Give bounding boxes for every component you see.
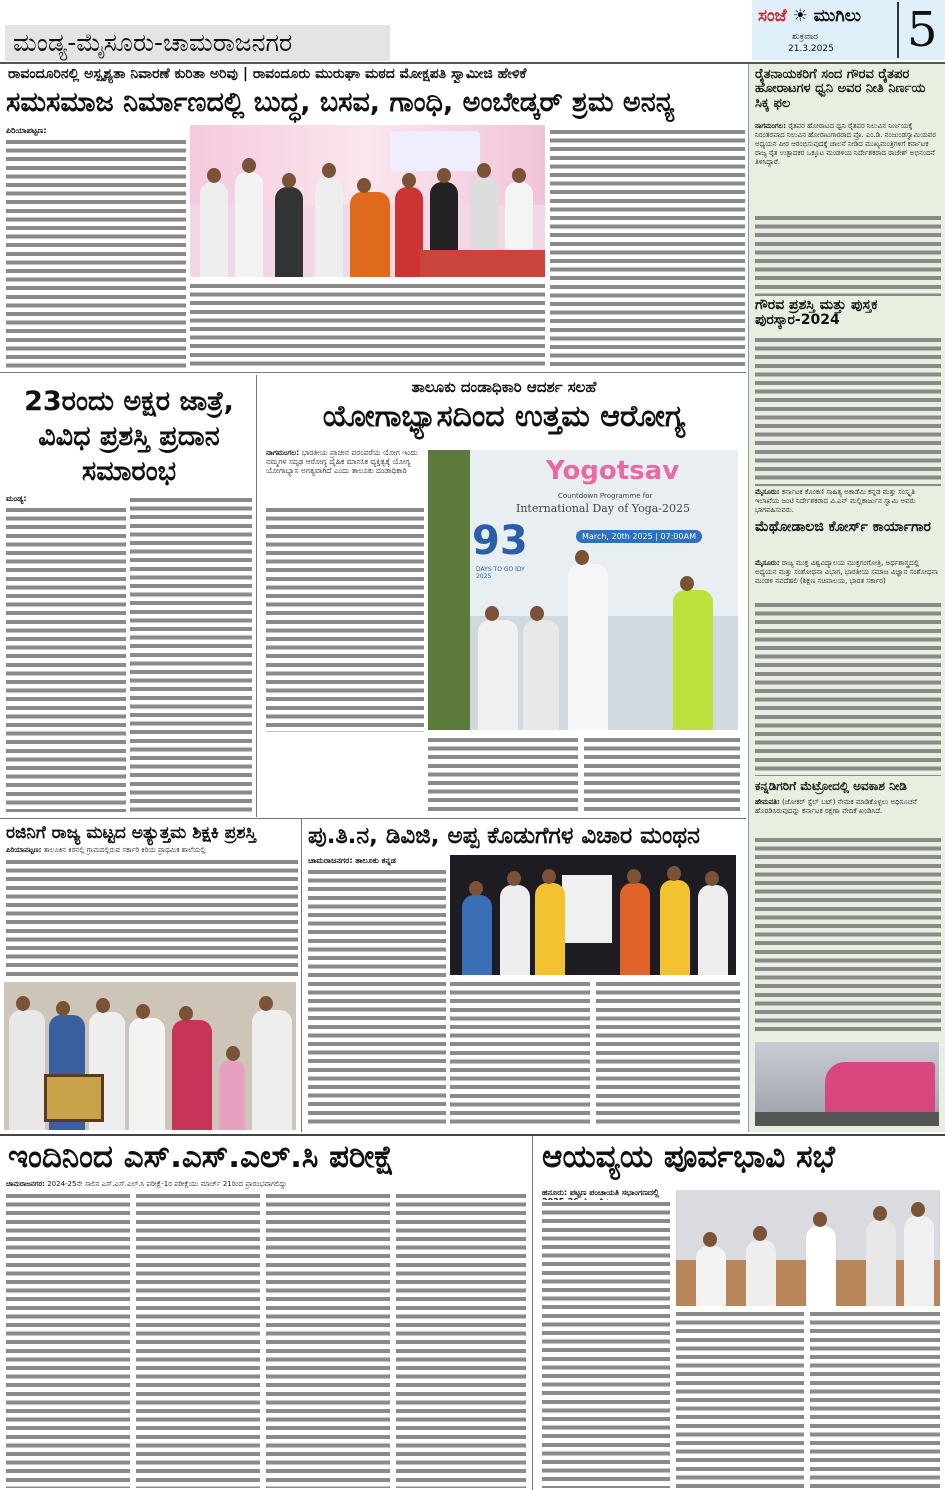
- story2-col1-text: [6, 506, 126, 812]
- story4-photo: [4, 982, 296, 1130]
- person: [275, 187, 303, 277]
- brief-3-text-lines: [755, 601, 941, 776]
- seated-guest: [523, 620, 559, 730]
- person: [315, 177, 343, 277]
- seated-guest: [478, 620, 518, 730]
- standing-guest: [673, 590, 713, 730]
- person: [395, 187, 423, 277]
- swamiji: [350, 192, 390, 277]
- story4-headline: ರಜಿನಿಗೆ ರಾಜ್ಯ ಮಟ್ಟದ ಅತ್ಯುತ್ತಮ ಶಿಕ್ಷಕಿ ಪ್ರಶಸ್ತಿ: [6, 823, 257, 843]
- story5-lead-text: ತಾಲೂಕು ಕನ್ನಡ: [355, 856, 396, 865]
- story1-kicker: ರಾವಂದೂರಿನಲ್ಲಿ ಅಸ್ಪೃಶ್ಯತಾ ನಿವಾರಣೆ ಕುರಿತಾ ಅರಿವು | ರಾವಂದೂರು ಮುರುಘಾ ಮಠದ ಮೋಕ್ಷಪತಿ ಸ್ವಾಮೀಜಿ ಹೇಳಿಕೆ: [8, 66, 527, 82]
- story2-headline: 23ರಂದು ಅಕ್ಷರ ಜಾತ್ರೆ, ವಿವಿಧ ಪ್ರಶಸ್ತಿ ಪ್ರದಾನ ಸಮಾರಂಭ: [24, 386, 234, 488]
- story1-col1-text: [6, 138, 186, 368]
- person: [500, 885, 530, 975]
- story6-col3-text: [266, 1192, 390, 1488]
- divider: [532, 1136, 533, 1490]
- story7-lead: [542, 1188, 670, 1198]
- brief-3-text: ರಾಜ್ಯ ಮುಕ್ತ ವಿಶ್ವವಿದ್ಯಾಲಯ ಮುಕ್ತಗಂಗೋತ್ರಿ, ಅರ್ಥಶಾಸ್ತ್ರದಲ್ಲಿ ಅಧ್ಯಯನ ಮತ್ತು ಸಂಶೋಧನಾ ವಿಭಾಗ, ಭಾರತೀಯ ಸಮಾಜ ವಿಜ್ಞಾನ ಸಂಶೋಧನಾ ಮಂಡಳಿ ನವದೆಹಲಿ (ಶಿಕ್ಷಣ ಸಚಿವಾಲಯ, ಭಾರತ ಸರ್ಕಾರ): [755, 559, 938, 585]
- brief-2-text-lines: [755, 336, 941, 486]
- person: [535, 883, 565, 975]
- story3-kicker: ತಾಲೂಕು ದಂಡಾಧಿಕಾರಿ ಆದರ್ಶ ಸಲಹೆ: [411, 378, 597, 396]
- story1-col3-text: [550, 128, 745, 368]
- story7-lead-text: ಪಟ್ಟಣ ಪಂಚಾಯತಿ ಸಭಾಂಗಣದಲ್ಲಿ: [569, 1188, 660, 1197]
- brief-1-text: ರೈತಪರ ಹೋರಾಟದ ಧ್ವನಿ ರೈತಪರ ನಿಲುವಿನ ನಿರ್ಣಯಕ್ಕೆ ನಿರಂತರವಾದ ನಿಲುವಿನ ಹೋರಾಟಗಾರರಾದ ಪ್ರೊ. ಎಂ.ಡಿ. ನಂಜುಂಡಸ್ವಾಮಿಯವರ ಅಧ್ಯಯನ ಪೀಠ ಆರಂಭಿಸುವುದಕ್ಕೆ ಚಾಲನೆ ನೀಡಿದ ಮುಖ್ಯಮಂತ್ರಿಗಳಿಗೆ ಕರ್ನಾಟಕ ರಾಜ್ಯ ರೈತ ಉತ್ಪಾದಕರ ಒಕ್ಕೂಟ ಮಂಡಳಿಯ ನಿರ್ದೇಶಕರಾದ ರಾಜೇಶ್ ಅಭಿನಂದನೆ ತಿಳಿಸಿದ್ದಾರೆ.: [755, 122, 936, 166]
- story6-headline: ಇಂದಿನಿಂದ ಎಸ್.ಎಸ್.ಎಲ್.ಸಿ ಪರೀಕ್ಷೆ: [8, 1139, 395, 1175]
- brief-4-text-lines: [755, 836, 941, 1036]
- story3-headline: ಯೋಗಾಭ್ಯಾಸದಿಂದ ಉತ್ತಮ ಆರೋಗ್ಯ: [322, 399, 686, 434]
- trees: [428, 450, 470, 730]
- brand-name: ಸಂಜೆ ☀ ಮುಗಿಲು: [758, 6, 862, 26]
- story3-col3-text: [584, 736, 740, 814]
- story7-col1-text: [542, 1200, 670, 1488]
- metro-train: [825, 1062, 935, 1114]
- issue-day: ಶುಕ್ರವಾರ: [792, 32, 818, 42]
- story6-col4-text: [396, 1192, 526, 1488]
- brief-2-body: [755, 488, 941, 516]
- page-number: 5: [897, 2, 938, 58]
- person: [904, 1216, 934, 1306]
- story1-photo: [190, 125, 545, 277]
- brief-1-dateline: ನಾಗಮಂಗಲ:: [755, 122, 787, 130]
- metro-train-photo: [755, 1042, 939, 1126]
- divider: [0, 1134, 945, 1136]
- story6-col2-text: [136, 1192, 260, 1488]
- child: [219, 1060, 245, 1130]
- story6-lead-text: 2024-25ನೇ ಸಾಲಿನ ಎಸ್.ಎಸ್.ಎಲ್.ಸಿ ಪರೀಕ್ಷೆ-1ರ ಪರೀಕ್ಷೆಯು ಮಾರ್ಚ್ 21ರಿಂದ ಪ್ರಾರಂಭವಾಗಲಿದ್ದು: [47, 1180, 287, 1188]
- brief-3-body: [755, 559, 941, 599]
- banner-title: Yogotsav: [546, 456, 680, 486]
- person: [660, 880, 690, 975]
- story3-lead: [266, 448, 424, 504]
- brief-4-dateline: ಹೇಮವತಿ:: [755, 798, 780, 806]
- person: [620, 883, 650, 975]
- speaker: [568, 564, 608, 730]
- person: [696, 1246, 726, 1306]
- story4-dateline: ಪಿರಿಯಾಪಟ್ಟಣ:: [6, 846, 42, 854]
- award-frame: [44, 1074, 104, 1122]
- table: [420, 250, 545, 277]
- story2-col2-text: [130, 496, 252, 812]
- story5-photo: [450, 855, 736, 975]
- person: [746, 1240, 776, 1306]
- brief-4-body: [755, 798, 941, 834]
- banner-subtitle: Countdown Programme for: [558, 492, 653, 500]
- metro-track: [755, 1112, 939, 1126]
- story1-dateline: ಪಿರಿಯಾಪಟ್ಟಣ:: [6, 126, 186, 136]
- story7-col3-text: [810, 1310, 940, 1488]
- divider: [301, 818, 302, 1132]
- banner-portraits: [390, 131, 480, 171]
- brief-1-headline: ರೈತನಾಯಕರಿಗೆ ಸಂದ ಗೌರವ ರೈತಪರ ಹೋರಾಟಗಳ ಧ್ವನಿ ಅವರ ನೀತಿ ನಿರ್ಣಯ ಸಿಕ್ಕ ಫಲ: [755, 67, 926, 111]
- story6-col1-text: [6, 1192, 130, 1488]
- story3-col1-text: [266, 506, 424, 732]
- story5-dateline: ಚಾಮರಾಜನಗರ:: [308, 856, 353, 865]
- story5-col3-text: [596, 980, 740, 1128]
- portrait-frame: [562, 875, 612, 943]
- story5-headline: ಪು.ತಿ.ನ, ಡಿವಿಜಿ, ಅಪ್ಪ ಕೊಡುಗೆಗಳ ವಿಚಾರ ಮಂಥನ: [308, 823, 700, 849]
- story3-lead-text: ಭಾರತೀಯ ಪ್ರಾಚೀನ ಪರಂಪರೆಯ ಯೋಗ ಇಂದು ನಮ್ಮಗಳ ಸದೃಢ ಆರೋಗ್ಯ ದೈಹಿಕ ಮಾನಸಿಕ ವ್ಯಕ್ತಿತ್ವಕ್ಕೆ ಯೋಗ್ಯ ಯೋಗಾಭ್ಯಾಸ ಅಗತ್ಯವಾಗಿದೆ ಎಂದು ತಾಲೂಕು ದಂಡಾಧಿಕಾರಿ: [266, 448, 418, 475]
- brief-1-text-lines: [755, 214, 941, 296]
- person: [462, 895, 492, 975]
- event-time: March, 20th 2025 | 07:00AM: [576, 530, 702, 543]
- brief-2-dateline: ಮೈಸೂರು:: [755, 488, 780, 496]
- sidebar-briefs: [748, 64, 945, 1132]
- brief-1-body: [755, 122, 941, 212]
- story5-lead: [308, 856, 446, 866]
- brief-4-text: (ಜೋಕರ್ ಸ್ಟೆಲ್ ಬಟ್) ನೇಮಕ ಮಾಡಿಕೊಳ್ಳಲು ಅಧಿಸೂಚನೆ ಹೊರಡಿಸಿರುವುದನ್ನು ಕರ್ನಾಟಕ ರಕ್ಷಣಾ ವೇದಿಕೆ ಖಂಡಿಸಿದೆ.: [755, 798, 917, 815]
- story6-dateline: ಚಾಮರಾಜನಗರ:: [6, 1180, 45, 1188]
- yogotsav-photo: [428, 450, 738, 730]
- newspaper-logo: [752, 0, 945, 60]
- issue-date: 21.3.2025: [788, 44, 834, 54]
- person: [9, 1010, 45, 1130]
- person: [200, 182, 228, 277]
- banner-subtitle-2: International Day of Yoga-2025: [516, 502, 690, 515]
- story4-lead-text: ತಾಲೂಕಿನ ಕಿರನಲ್ಲಿ ಗ್ರಾಮದಲ್ಲಿರುವ ಸರ್ಕಾರಿ ಕಿರಿಯ ಪ್ರಾಥಮಿಕ ಶಾಲೆಯಲ್ಲಿ: [43, 846, 206, 854]
- awardee: [172, 1020, 212, 1130]
- person: [235, 172, 263, 277]
- story7-headline: ಆಯವ್ಯಯ ಪೂರ್ವಭಾವಿ ಸಭೆ: [542, 1139, 835, 1175]
- brief-2-headline: ಗೌರವ ಪ್ರಶಸ್ತಿ ಮತ್ತು ಪುಸ್ತಕ ಪುರಸ್ಕಾರ-2024: [755, 297, 878, 329]
- story5-col2-text: [450, 980, 590, 1128]
- story1-headline: ಸಮಸಮಾಜ ನಿರ್ಮಾಣದಲ್ಲಿ ಬುದ್ಧ, ಬಸವ, ಗಾಂಧಿ, ಅಂಬೇಡ್ಕರ್ ಶ್ರಮ ಅನನ್ಯ: [6, 87, 675, 118]
- story6-lead: [6, 1180, 526, 1190]
- story3-col2-text: [428, 736, 578, 814]
- person: [698, 885, 728, 975]
- person: [129, 1018, 165, 1130]
- section-title: ಮಂಡ್ಯ-ಮೈಸೂರು-ಚಾಮರಾಜನಗರ: [5, 25, 390, 61]
- brief-3-headline: ಮೆಥೋಡಾಲಜಿ ಕೋರ್ಸ್ ಕಾರ್ಯಾಗಾರ: [755, 519, 931, 535]
- story4-text: [6, 858, 298, 976]
- story2-dateline: ಮಂಡ್ಯ:: [6, 494, 126, 504]
- story1-col2-text: [190, 282, 545, 368]
- person: [806, 1226, 836, 1306]
- person: [252, 1010, 292, 1130]
- brief-4-headline: ಕನ್ನಡಿಗರಿಗೆ ಮೆಟ್ರೋದಲ್ಲಿ ಅವಕಾಶ ನೀಡಿ: [755, 779, 907, 793]
- divider: [0, 372, 746, 373]
- divider: [256, 375, 257, 817]
- brief-2-text: ಕರ್ನಾಟಕ ಕೊಂಕಣಿ ಸಾಹಿತ್ಯ ಅಕಾಡೆಮಿ ಕನ್ನಡ ಮತ್ತು ಸಂಸ್ಕೃತಿ ಇಲಾಖೆಯ ಜಂಟಿ ನಿರ್ದೇಶಕರಾದ ವಿ.ಎನ್ ಮಲ್ಲಿಕಾರ್ಜುನ ಸ್ವಾಮಿ ಅವರು ಭಾಗವಹಿಸುವರು.: [755, 488, 916, 514]
- story5-col1-text: [308, 868, 446, 1128]
- brand-black: ಮುಗಿಲು: [813, 6, 862, 26]
- countdown-label: DAYS TO GO IDY 2025: [476, 566, 525, 580]
- brief-3-dateline: ಮೈಸೂರು:: [755, 559, 780, 567]
- story3-dateline: ನಾಗಮಂಗಲ:: [266, 448, 300, 457]
- story7-col2-text: [676, 1310, 804, 1488]
- brand-red: ಸಂಜೆ: [758, 6, 787, 26]
- countdown-number: 93: [472, 518, 528, 564]
- story7-photo: [676, 1190, 940, 1306]
- story4-lead: [6, 846, 298, 856]
- divider: [0, 818, 746, 819]
- story7-dateline: ಹನೂರು:: [542, 1188, 568, 1197]
- person: [866, 1220, 896, 1306]
